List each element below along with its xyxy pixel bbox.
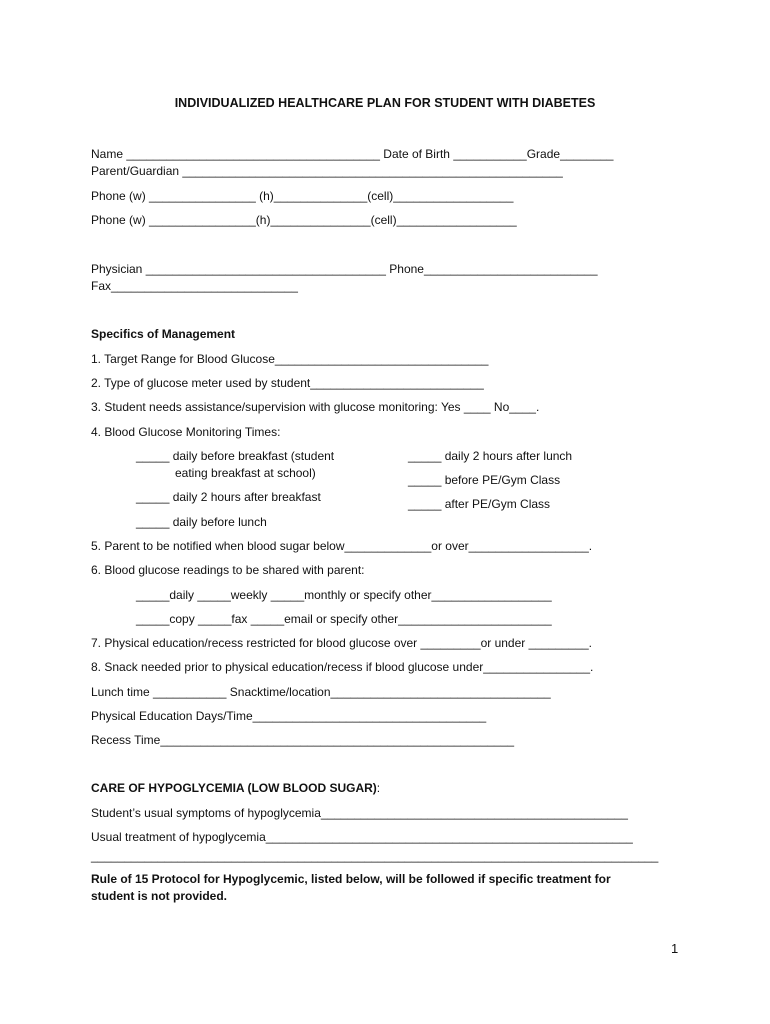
time-before-pe[interactable]: _____ before PE/Gym Class [408, 473, 561, 487]
rule-of-15-line-2: student is not provided. [91, 889, 228, 903]
management-heading: Specifics of Management [91, 327, 236, 341]
meter-type-field[interactable]: 2. Type of glucose meter used by student__________________________ [91, 376, 484, 390]
hypo-treatment-blank-line[interactable]: _____________________________________________________________________________________ [91, 849, 659, 863]
time-before-breakfast[interactable]: _____ daily before breakfast (student [136, 449, 335, 463]
target-range-field[interactable]: 1. Target Range for Blood Glucose________________________________ [91, 352, 489, 366]
time-after-pe[interactable]: _____ after PE/Gym Class [408, 497, 551, 511]
hypoglycemia-heading-colon: : [376, 781, 381, 795]
hypo-treatment-field[interactable]: Usual treatment of hypoglycemia_______________________________________________________ [91, 830, 633, 844]
phone-row-1[interactable]: Phone (w) ________________ (h)______________(cell)__________________ [91, 189, 514, 203]
time-after-lunch[interactable]: _____ daily 2 hours after lunch [408, 449, 573, 463]
pe-days-field[interactable]: Physical Education Days/Time___________________________________ [91, 709, 487, 723]
share-frequency-field[interactable]: _____daily _____weekly _____monthly or specify other__________________ [136, 588, 552, 602]
hypoglycemia-heading [91, 781, 380, 795]
rule-of-15-line-1: Rule of 15 Protocol for Hypoglycemic, listed below, will be followed if specific treatment for [91, 872, 611, 886]
time-before-lunch[interactable]: _____ daily before lunch [136, 515, 267, 529]
share-method-field[interactable]: _____copy _____fax _____email or specify other_______________________ [136, 612, 552, 626]
page-number: 1 [671, 941, 679, 956]
snack-needed-field[interactable]: 8. Snack needed prior to physical education/recess if blood glucose under________________. [91, 660, 594, 674]
pe-restriction-field[interactable]: 7. Physical education/recess restricted for blood glucose over _________or under _________. [91, 636, 592, 650]
monitoring-times-heading: 4. Blood Glucose Monitoring Times: [91, 425, 281, 439]
time-before-breakfast-note: eating breakfast at school) [175, 466, 316, 480]
time-after-breakfast[interactable]: _____ daily 2 hours after breakfast [136, 490, 321, 504]
hypo-symptoms-field[interactable]: Student’s usual symptoms of hypoglycemia______________________________________________ [91, 806, 628, 820]
parent-guardian-field[interactable]: Parent/Guardian _________________________________________________________ [91, 164, 563, 178]
readings-shared-heading: 6. Blood glucose readings to be shared with parent: [91, 563, 365, 577]
fax-field[interactable]: Fax____________________________ [91, 279, 298, 293]
name-dob-grade-field[interactable]: Name ______________________________________ Date of Birth ___________Grade________ [91, 147, 614, 161]
assistance-field[interactable]: 3. Student needs assistance/supervision with glucose monitoring: Yes ____ No____. [91, 400, 540, 414]
physician-phone-field[interactable]: Physician ____________________________________ Phone__________________________ [91, 262, 598, 276]
phone-row-2[interactable]: Phone (w) ________________(h)_______________(cell)__________________ [91, 213, 517, 227]
hypoglycemia-heading-text: CARE OF HYPOGLYCEMIA (LOW BLOOD SUGAR) [91, 781, 377, 795]
parent-notify-field[interactable]: 5. Parent to be notified when blood sugar below_____________or over__________________. [91, 539, 593, 553]
lunch-snack-field[interactable]: Lunch time ___________ Snacktime/location_________________________________ [91, 685, 551, 699]
page-title: INDIVIDUALIZED HEALTHCARE PLAN FOR STUDENT WITH DIABETES [174, 96, 596, 110]
recess-time-field[interactable]: Recess Time_____________________________________________________ [91, 733, 515, 747]
